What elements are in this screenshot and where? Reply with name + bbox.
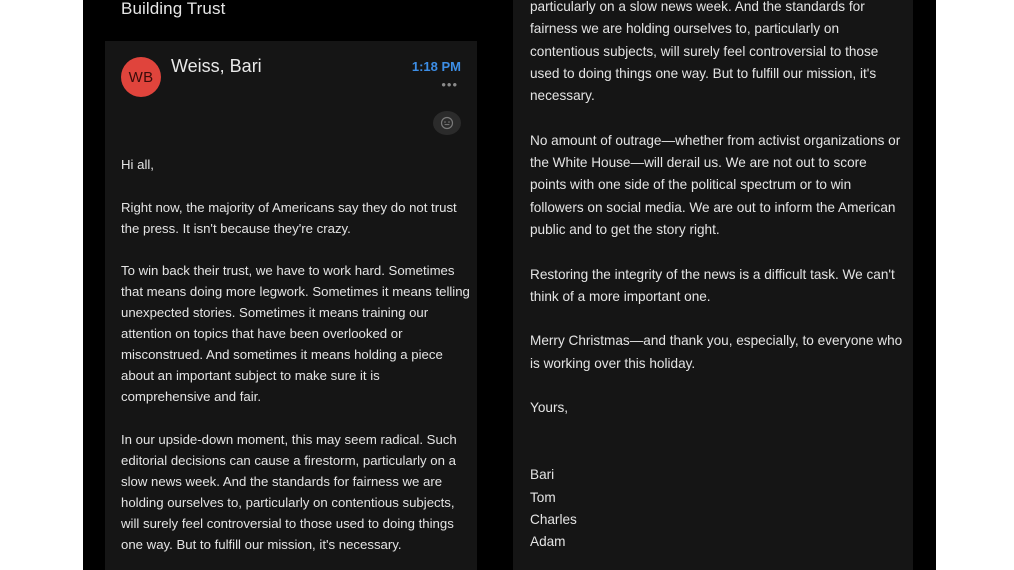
email-subject: Building Trust (121, 0, 226, 18)
emoji-reaction-button[interactable] (433, 111, 461, 135)
paragraph: Right now, the majority of Americans say they do not trust the press. It isn't because they're crazy. (121, 199, 457, 236)
paragraph: Merry Christmas—and thank you, especially, to everyone who is working over this holiday. (530, 333, 903, 371)
paragraph: particularly on a slow news week. And the standards for fairness we are holding ourselves to, particularly on contentious subjects, will surely feel controversial to those used to doing things one way. But to fulfill our mission, it's necessary. (530, 0, 879, 104)
ellipsis-icon[interactable]: ••• (441, 77, 458, 92)
emoji-reaction-icon (440, 116, 454, 130)
signature-name: Charles (530, 511, 577, 527)
screenshot-collage (83, 0, 936, 570)
email-view-top (83, 0, 497, 570)
message-time: 1:18 PM (411, 59, 461, 74)
message-card (105, 41, 477, 570)
avatar[interactable] (121, 57, 161, 97)
signature-name: Bari (530, 467, 555, 483)
paragraph: No amount of outrage—whether from activist organizations or the White House—will derail us. We are not out to score points with one side of the political spectrum or to win followers on social media. We are out to inform the American public and to get the story right. (530, 132, 901, 237)
signature-name: Tom (530, 489, 556, 505)
signature-name: Adam (530, 534, 566, 550)
greeting: Hi all, (121, 157, 154, 172)
message-body-continued (530, 0, 905, 553)
paragraph: In our upside-down moment, this may seem radical. Such editorial decisions can cause a firestorm, particularly on a slow news week. And the standards for fairness we are holding ourselves to, particularly on contentious subjects, will surely feel controversial to those used to doing things one way. But to fulfill our mission, it's necessary. (121, 431, 457, 552)
closing: Yours, (530, 400, 569, 416)
email-view-continued (513, 0, 913, 570)
paragraph: Restoring the integrity of the news is a difficult task. We can't think of a more important one. (530, 266, 895, 304)
message-body (121, 154, 471, 570)
sender-name[interactable]: Weiss, Bari (171, 56, 262, 76)
paragraph: To win back their trust, we have to work hard. Sometimes that means doing more legwork. Sometimes it means telling unexpected stories. Sometimes it means training our attention on topics that have been overlooked or misconstrued. And sometimes it means holding a piece about an important subject to make sure it is comprehensive and fair. (121, 263, 470, 404)
signature-block (530, 464, 905, 553)
avatar-initials: WB (128, 68, 154, 86)
